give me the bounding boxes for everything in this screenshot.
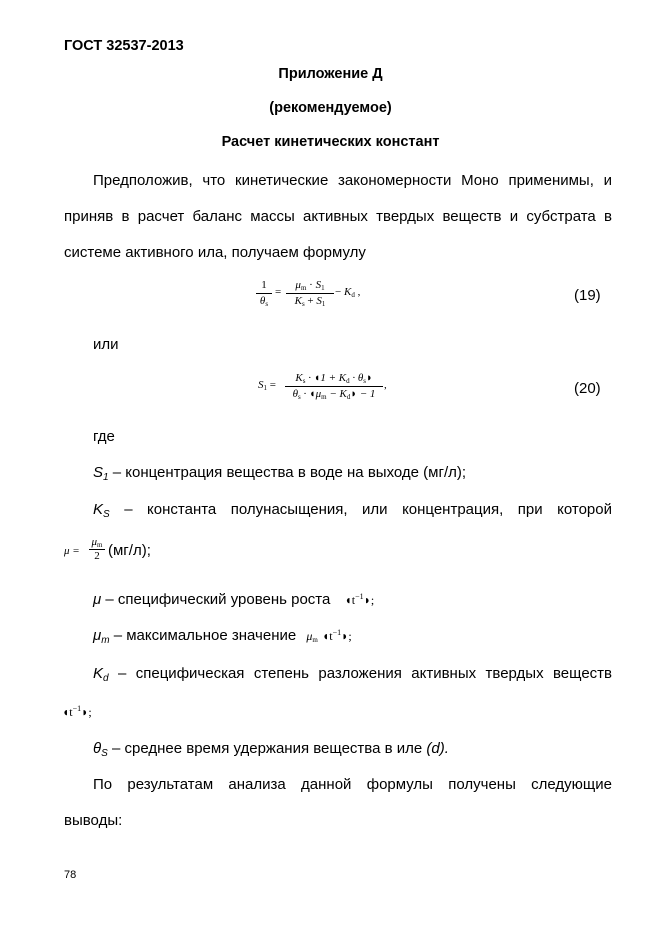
def-mu: μ – специфический уровень роста $◖t^{-1}◗$; <box>93 591 375 608</box>
def-mu-m: $\mu_m$ – максимальное значение $\mu_m$ $◖t^{-1}◗$; <box>93 627 352 646</box>
intro-line-1: Предположив, что кинетические закономерности Моно применимы, и <box>93 172 612 189</box>
mu-eq-lhs: μ = <box>64 545 80 557</box>
mu-m-unit: $◖t^{-1}◗$; <box>322 628 352 643</box>
def-s1: $S_1$ – концентрация вещества в воде на выходе (мг/л); <box>93 464 467 483</box>
eq19-rhs-denominator: $K_s + S_1$ <box>294 295 326 308</box>
eq19-tail: − $K_d$ , <box>335 286 361 299</box>
document-code: ГОСТ 32537-2013 <box>64 38 184 54</box>
conclusion-line-2: выводы: <box>64 812 123 829</box>
conclusion-line-1: По результатам анализа данной формулы получены следующие <box>93 776 612 793</box>
kd-unit: $◖t^{-1}◗$; <box>62 704 92 719</box>
intro-line-2: приняв в расчет баланс массы активных твердых веществ и субстрата в <box>64 208 612 225</box>
eq19-lhs-numerator: 1 <box>261 279 267 291</box>
mu-eq-unit: (мг/л); <box>108 542 151 559</box>
equation-20-number: (20) <box>574 380 601 397</box>
equation-19-number: (19) <box>574 287 601 304</box>
eq19-lhs-fraction <box>256 278 272 309</box>
equation-20 <box>258 371 398 411</box>
eq20-lhs: $S_1$ = <box>258 379 276 392</box>
def-kd: $K_d$ – специфическая степень разложения активных твердых веществ <box>93 665 612 684</box>
page-number: 78 <box>64 869 77 881</box>
section-heading: Расчет кинетических констант <box>221 134 440 150</box>
eq20-fraction <box>285 371 383 402</box>
mu-eq-fraction <box>89 536 105 563</box>
def-theta: $\theta_S$ – среднее время удержания вещества в иле (d). <box>93 740 449 759</box>
eq19-rhs-fraction <box>286 278 334 309</box>
mu-m-math: $\mu_m$ <box>306 629 318 644</box>
equation-19 <box>256 278 396 318</box>
mu-eq-numerator: $\mu_m$ <box>91 536 103 549</box>
eq20-comma: , <box>384 379 387 391</box>
eq19-rhs-numerator: $\mu_m \cdot S_1$ <box>295 279 325 292</box>
def-ks: $K_S$ – константа полунасыщения, или концентрация, при которой <box>93 501 612 520</box>
eq20-denominator: $\theta_s$ · $◖\mu_m$ − $K_d◗ - 1$ <box>292 388 376 401</box>
mu-eq-denominator: 2 <box>94 550 100 562</box>
where-word: где <box>93 428 115 445</box>
eq19-equals: = <box>275 286 282 298</box>
appendix-title: Приложение Д <box>278 66 383 82</box>
intro-line-3: системе активного ила, получаем формулу <box>64 244 366 261</box>
or-word: или <box>93 336 119 353</box>
eq19-lhs-denominator: $\theta_s$ <box>259 295 269 308</box>
eq20-numerator: $K_s$ · ◖1 + $K_d$ · $\theta_s◗$ <box>295 372 373 385</box>
appendix-status: (рекомендуемое) <box>269 100 392 116</box>
mu-unit: $◖t^{-1}◗$; <box>344 592 375 607</box>
def-mu-equation <box>64 534 264 570</box>
